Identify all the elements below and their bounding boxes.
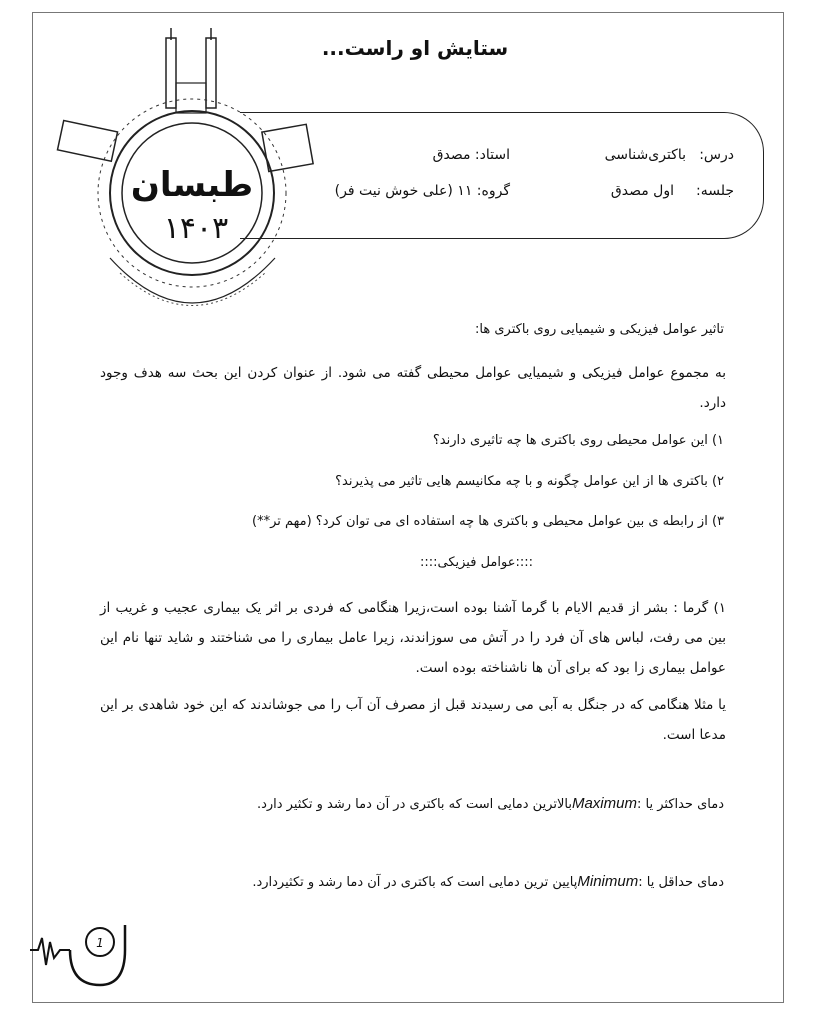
min-term: Minimum [577,873,639,890]
session-label: جلسه: [695,183,734,199]
course-label: درس: [699,147,734,163]
max-temp-line [257,795,724,812]
intro-paragraph: به مجموع عوامل فیزیکی و شیمیایی عوامل محیطی گفته می شود. از عنوان کردن این بحث سه هدف وجود دارد. [100,365,726,411]
section-heading: ::::عوامل فیزیکی:::: [419,555,533,570]
session-value: اول مصدق [610,183,674,199]
question-3: ۳) از رابطه ی بین عوامل محیطی و باکتری ها چه استفاده ای می توان کرد؟ (مهم تر**) [252,514,724,529]
max-definition: بالاترین دمایی است که باکتری در آن دما رشد و تکثیر دارد. [256,797,572,812]
group: گروه: ۱۱ (علی خوش نیت فر) [334,183,510,199]
page-title: ستایش او راست... [321,36,509,60]
max-prefix: دمای حداکثر یا : [636,797,724,812]
min-definition: پایین ترین دمایی است که باکتری در آن دما رشد و تکثیردارد. [252,875,578,890]
teacher: استاد: مصدق [432,147,510,163]
course-value: باکتری‌شناسی [604,147,686,163]
question-1: ۱) این عوامل محیطی روی باکتری ها چه تاثیری دارند؟ [432,433,724,448]
logo-year: ۱۴۰۳ [163,211,229,246]
logo-text: طبسان [130,165,254,205]
max-term: Maximum [571,795,637,812]
stethoscope-icon [30,920,140,1000]
min-temp-line [252,873,724,890]
min-prefix: دمای حداقل یا : [638,875,724,890]
topic-heading: تاثیر عوامل فیزیکی و شیمیایی روی باکتری ها: [475,322,724,337]
question-2: ۲) باکتری ها از این عوامل چگونه و با چه مکانیسم هایی تاثیر می پذیرند؟ [335,474,724,489]
heat-paragraph: ۱) گرما : بشر از قدیم الایام با گرما آشنا بوده است،زیرا هنگامی که فردی بر اثر یک بیماری عجیب و غریب از بین می رفت، لباس های آن فرد را در آتش می سوزاندند، زیرا عامل بیماری را می شناختند و شاید تنها نام این عوامل بیماری زا بود که برای آن ها ناشناخته بوده است. [100,600,726,676]
example-paragraph: یا مثلا هنگامی که در جنگل به آبی می رسیدند قبل از مصرف آن آب را می جوشاندند که این خود شاهدی بر این مدعا است. [100,697,726,743]
page-number: 1 [96,936,104,950]
course-info-box [240,112,764,239]
